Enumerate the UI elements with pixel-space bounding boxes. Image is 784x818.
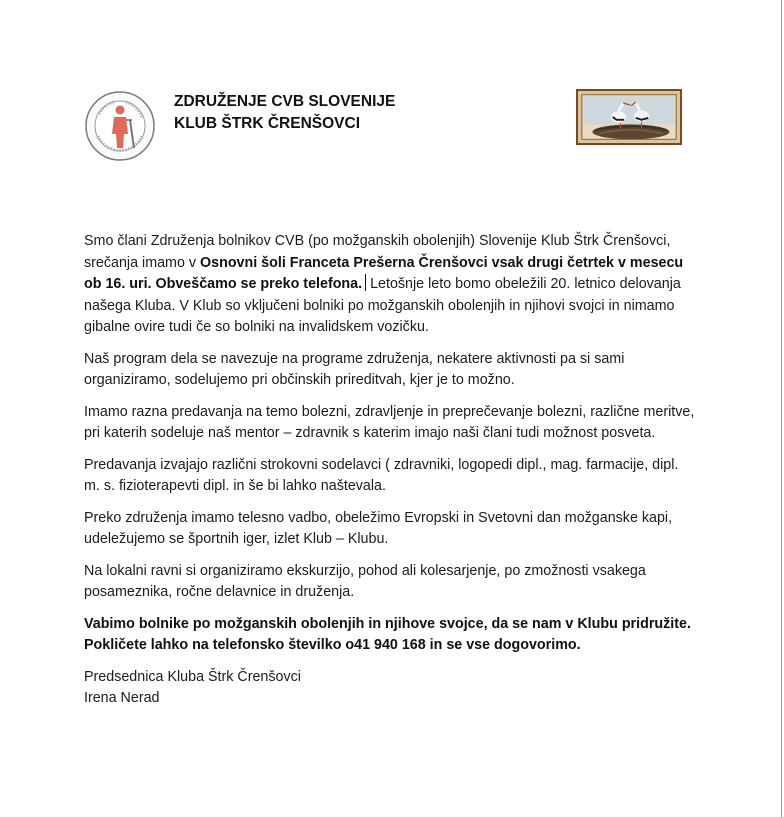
- org-name-line1: ZDRUŽENJE CVB SLOVENIJE: [174, 93, 396, 110]
- letter-body: [84, 231, 696, 720]
- org-name-line2: KLUB ŠTRK ČRENŠOVCI: [174, 115, 361, 132]
- signature-block: [84, 667, 696, 710]
- paragraph-program: Naš program dela se navezuje na programe združenja, nekatere aktivnosti pa si sami organiziramo, sodelujemo pri občinskih prireditvah, kjer je to možno.: [84, 350, 625, 388]
- cvb-association-logo-icon: [84, 90, 156, 162]
- signature-role: Predsednica Kluba Štrk Črenšovci: [84, 668, 301, 685]
- paragraph-lectures: Imamo razna predavanja na temo bolezni, zdravljenje in preprečevanje bolezni, različne meritve, pri katerih sodeluje naš mentor – zdravnik s katerim imajo naši člani tudi možnost posveta.: [84, 403, 695, 441]
- invitation-line2: Pokličete lahko na telefonsko številko o41 940 168 in se vse dogovorimo.: [84, 637, 581, 653]
- paragraph-activities: Preko združenja imamo telesno vadbo, obeležimo Evropski in Svetovni dan možganske kapi, udeležujemo se športnih iger, izlet Klub – Klubu.: [84, 509, 673, 547]
- intro-text-a: Smo člani Združenja bolnikov CVB (po možganskih obolenjih) Slovenije Klub Štrk Črenšovci, srečanja imamo v: [84, 233, 671, 271]
- organisation-title: [174, 91, 395, 135]
- invitation-line1: Vabimo bolnike po možganskih obolenjih in njihove svojce, da se nam v Klubu pridružite.: [84, 615, 691, 632]
- stork-nest-photo: [576, 89, 682, 145]
- page-edge-right: [781, 0, 782, 818]
- paragraph-local: Na lokalni ravni si organiziramo ekskurzijo, pohod ali kolesarjenje, po zmožnosti vsakega posameznika, ročne delavnice in druženja.: [84, 562, 646, 600]
- paragraph-invitation: [84, 614, 696, 657]
- signature-name: Irena Nerad: [84, 690, 160, 706]
- paragraph-intro: [84, 231, 696, 339]
- intro-text-b: Letošnje leto bomo obeležili 20. letnico delovanja našega Kluba. V Klub so vključeni bolniki po možganskih obolenjih in njihovi svojci in nimamo gibalne ovire tudi če so bolniki na invalidskem vozičku.: [84, 276, 681, 335]
- meeting-info-bold: Osnovni šoli Franceta Prešerna Črenšovci vsak drugi četrtek v mesecu ob 16. uri. Obveščamo se preko telefona.: [84, 254, 684, 292]
- paragraph-lecturers: Predavanja izvajajo različni strokovni sodelavci ( zdravniki, logopedi dipl., mag. farmacije, dipl. m. s. fizioterapevti dipl. in še bi lahko naštevala.: [84, 456, 679, 494]
